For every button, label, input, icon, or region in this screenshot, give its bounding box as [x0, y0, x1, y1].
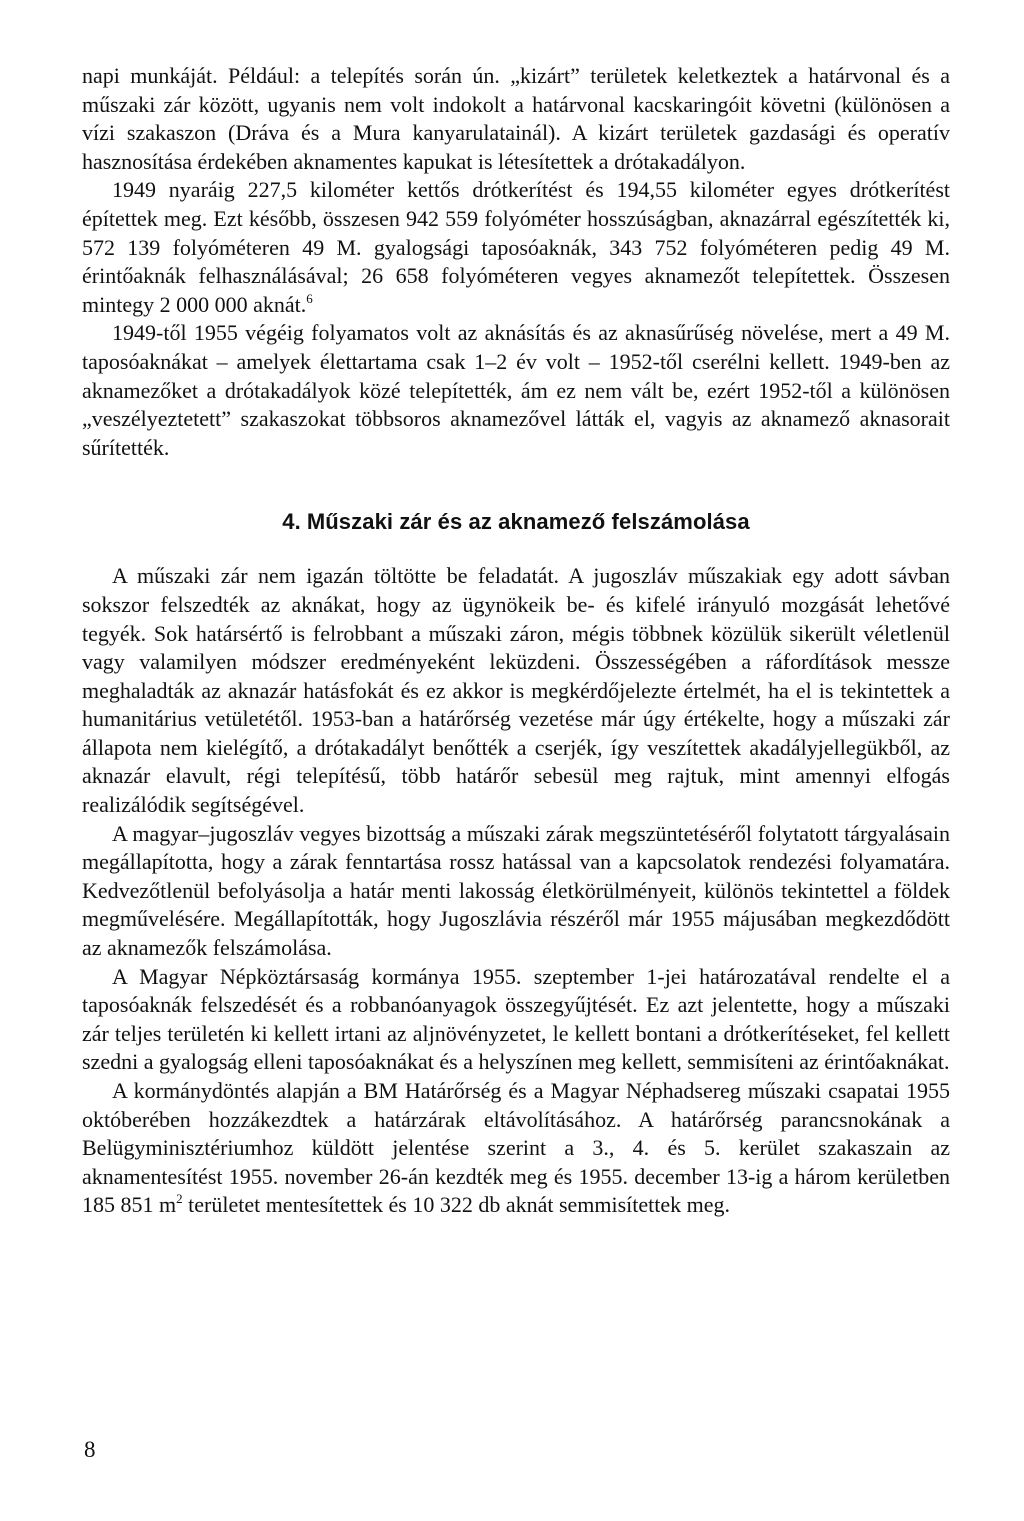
section-heading	[82, 508, 950, 536]
paragraph-section-3: A Magyar Népköztársaság kormánya 1955. szeptember 1-jei határozatával rendelte el a taposóaknák felszedését és a robbanóanyagok összegyűjtését. Ez azt jelentette, hogy a műszaki zár teljes területén ki kellett irtani az aljnövényzetet, le kellett bontani a drótkerítéseket, fel kellett szedni a gyalogság elleni taposóaknákat és a helyszínen meg kellett, semmisíteni az érintőaknákat.	[82, 963, 950, 1075]
paragraph-section-2: A magyar–jugoszláv vegyes bizottság a műszaki zárak megszüntetéséről folytatott tárgyalásain megállapította, hogy a zárak fenntartása rossz hatással van a kapcsolatok rendezési folyamatára. Kedvezőtlenül befolyásolja a határ menti lakosság életkörülményeit, különös tekintettel a földek megművelésére. Megállapították, hogy Jugoszlávia részéről már 1955 májusában megkezdődött az aknamezők felszámolása.	[82, 820, 950, 961]
paragraph-section-1: A műszaki zár nem igazán töltötte be feladatát. A jugoszláv műszakiak egy adott sávban sokszor felszedték az aknákat, hogy az ügynökeik be- és kifelé irányuló mozgását lehetővé tegyék. Sok határsértő is felrobbant a műszaki záron, mégis többnek közülük sikerült véletlenül vagy valamilyen módszer eredményeként leküzdeni. Összességében a ráfordítások messze meghaladták az aknazár hatásfokát és ez akkor is megkérdőjelezte értelmét, ha el is tekintettek a humanitárius vetületétől. 1953-ban a határőrség vezetése már úgy értékelte, hogy a műszaki zár állapota nem kielégítő, a drótakadályt benőtték a cserjék, így veszítettek akadályjellegükből, az aknazár elavult, régi telepítésű, több határőr sebesül meg rajtuk, mint amennyi elfogás realizálódik segítségével.	[82, 563, 950, 818]
paragraph-intro: napi munkáját. Például: a telepítés során ún. „kizárt” területek keletkeztek a határvonal és a műszaki zár között, ugyanis nem volt indokolt a határvonal kacskaringóit követni (különösen a vízi szakaszon (Dráva és a Mura kanyarulatainál). A kizárt területek gazdasági és operatív hasznosítása érdekében aknamentes kapukat is létesítettek a drótakadályon.	[82, 63, 950, 174]
page-number: 8	[84, 1437, 96, 1462]
statistics-text: 1949 nyaráig 227,5 kilométer kettős drótkerítést és 194,55 kilométer egyes drótkerítést építettek meg. Ezt később, összesen 942 559 folyóméter hosszúságban, aknazárral egészítették ki, 572 139 folyóméteren 49 M. gyalogsági taposóaknák, 343 752 folyóméteren pedig 49 M. érintőaknák felhasználásával; 26 658 folyóméteren vegyes aknamezőt telepítettek. Összesen mintegy 2 000 000 aknát.	[82, 177, 950, 317]
unit-exponent: 2	[176, 1191, 183, 1207]
document-page	[82, 62, 950, 1220]
last-paragraph-text: A kormánydöntés alapján a BM Határőrség és a Magyar Néphadsereg műszaki csapatai 1955 októberében hozzákezdtek a határzárak eltávolításához. A határőrség parancsnokának a Belügyminisztériumhoz küldött jelentése szerint a 3., 4. és 5. kerület szakaszain az aknamentesítést 1955. november 26-án kezdték meg és 1955. december 13-ig a három kerületben 185 851 m	[82, 1078, 950, 1218]
section-number: 4.	[282, 509, 301, 535]
paragraph-mine-density: 1949-től 1955 végéig folyamatos volt az aknásítás és az aknasűrűség növelése, mert a 49 M. taposóaknákat – amelyek élettartama csak 1–2 év volt – 1952-től cserélni kellett. 1949-ben az aknamezőket a drótakadályok közé telepítették, ám ez nem vált be, ezért 1952-től a különösen „veszélyeztetett” szakaszokat többsoros aknamezővel látták el, vagyis az aknamező aknasorait sűrítették.	[82, 320, 950, 460]
footnote-marker: 6	[306, 290, 313, 306]
paragraph-statistics	[82, 176, 950, 319]
section-title: Műszaki zár és az aknamező felszámolása	[306, 509, 750, 535]
last-paragraph-ending: területet mentesítettek és 10 322 db aknát semmisítettek meg.	[182, 1192, 731, 1218]
paragraph-section-4	[82, 1077, 950, 1220]
